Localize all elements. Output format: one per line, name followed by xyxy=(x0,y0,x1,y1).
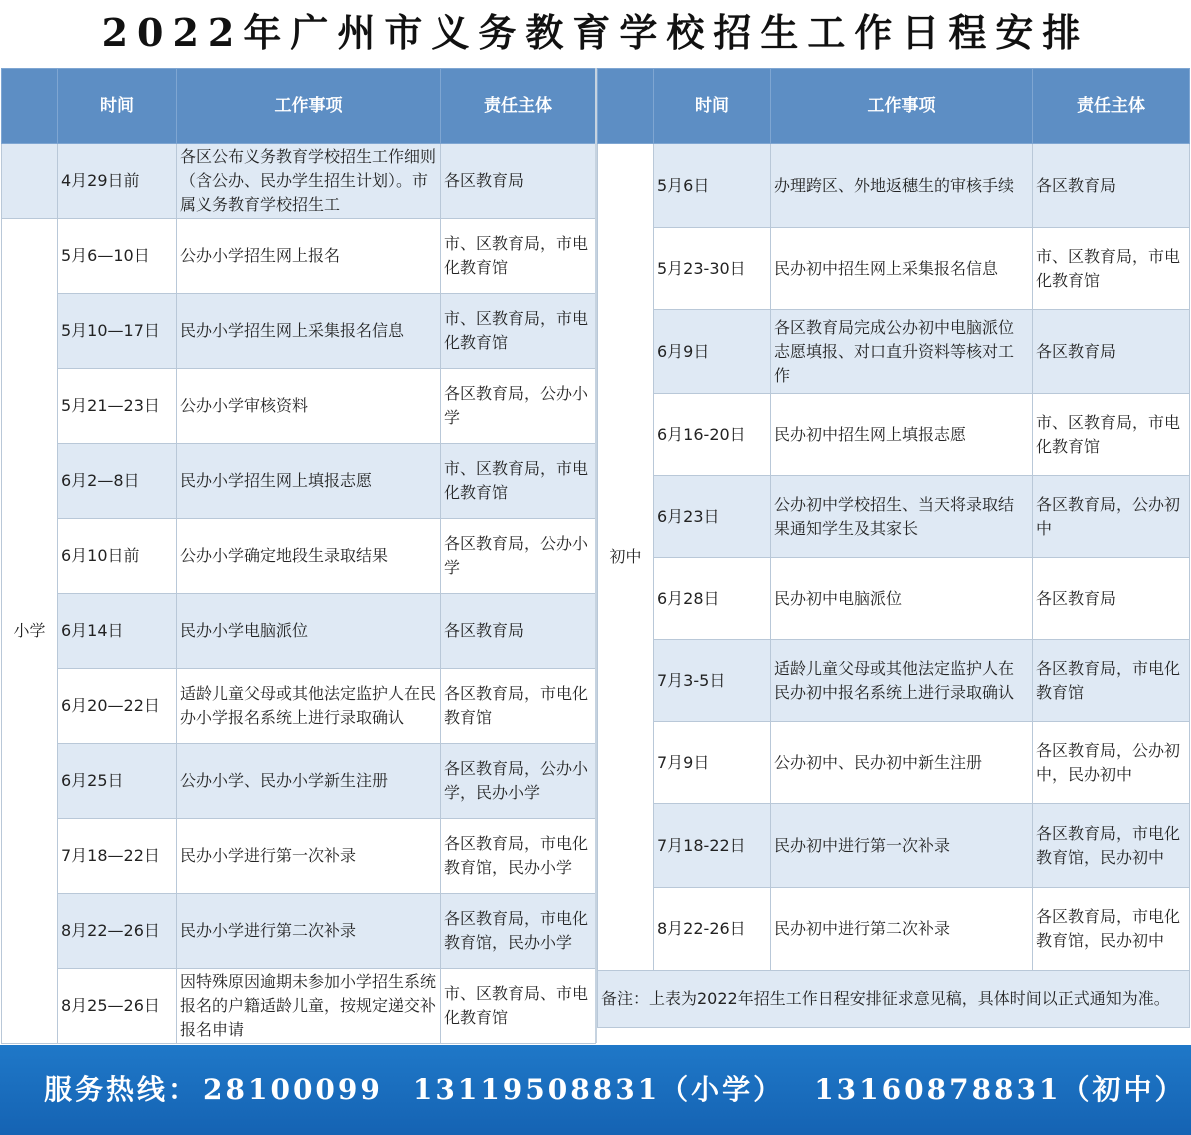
owner-cell: 各区教育局 xyxy=(1033,144,1190,228)
hotline-main-phone: 28100099 xyxy=(203,1073,383,1106)
owner-cell: 各区教育局 xyxy=(1033,310,1190,394)
time-cell: 7月9日 xyxy=(654,722,771,804)
time-cell: 5月6—10日 xyxy=(58,219,177,294)
time-cell: 5月6日 xyxy=(654,144,771,228)
owner-cell: 各区教育局，市电化教育馆 xyxy=(441,669,596,744)
time-cell: 8月22-26日 xyxy=(654,888,771,971)
owner-cell: 各区教育局，市电化教育馆，民办初中 xyxy=(1033,888,1190,971)
middle-school-schedule-table xyxy=(597,68,1190,1028)
task-cell: 民办小学招生网上采集报名信息 xyxy=(177,294,441,369)
task-cell: 公办小学审核资料 xyxy=(177,369,441,444)
task-cell: 公办小学确定地段生录取结果 xyxy=(177,519,441,594)
task-cell: 公办小学招生网上报名 xyxy=(177,219,441,294)
task-cell: 民办初中招生网上采集报名信息 xyxy=(771,228,1033,310)
owner-cell: 市、区教育局，市电化教育馆 xyxy=(441,444,596,519)
table-row xyxy=(598,310,1190,394)
table-row xyxy=(598,144,1190,228)
table-row xyxy=(2,669,596,744)
table-row xyxy=(2,294,596,369)
hotline-text xyxy=(44,1045,1191,1135)
owner-cell: 市、区教育局，市电化教育馆 xyxy=(441,294,596,369)
primary-header-owner: 责任主体 xyxy=(441,69,596,144)
schedule-note: 备注：上表为2022年招生工作日程安排征求意见稿，具体时间以正式通知为准。 xyxy=(598,971,1190,1028)
primary-header-time: 时间 xyxy=(58,69,177,144)
table-row xyxy=(598,228,1190,310)
middle-header-owner: 责任主体 xyxy=(1033,69,1190,144)
owner-cell: 市、区教育局，市电化教育馆 xyxy=(1033,394,1190,476)
owner-cell: 各区教育局，市电化教育馆，民办小学 xyxy=(441,819,596,894)
table-row xyxy=(2,519,596,594)
primary-school-schedule-table xyxy=(1,68,596,1044)
task-cell: 公办初中、民办初中新生注册 xyxy=(771,722,1033,804)
time-cell: 7月3-5日 xyxy=(654,640,771,722)
table-row xyxy=(2,369,596,444)
middle-group-label: 初中 xyxy=(598,144,654,971)
table-row xyxy=(598,640,1190,722)
primary-group-label xyxy=(2,144,58,219)
note-row xyxy=(598,971,1190,1028)
owner-cell: 各区教育局 xyxy=(441,594,596,669)
task-cell: 民办小学电脑派位 xyxy=(177,594,441,669)
table-row xyxy=(598,394,1190,476)
time-cell: 6月2—8日 xyxy=(58,444,177,519)
task-cell: 公办小学、民办小学新生注册 xyxy=(177,744,441,819)
owner-cell: 各区教育局 xyxy=(441,144,596,219)
task-cell: 各区公布义务教育学校招生工作细则（含公办、民办学生招生计划）。市属义务教育学校招生工 xyxy=(177,144,441,219)
time-cell: 6月25日 xyxy=(58,744,177,819)
time-cell: 5月21—23日 xyxy=(58,369,177,444)
task-cell: 适龄儿童父母或其他法定监护人在民办小学报名系统上进行录取确认 xyxy=(177,669,441,744)
hotline-middle-phone: 13160878831（初中） xyxy=(814,1073,1186,1106)
owner-cell: 各区教育局，公办初中，民办初中 xyxy=(1033,722,1190,804)
owner-cell: 各区教育局，公办小学 xyxy=(441,519,596,594)
owner-cell: 各区教育局，市电化教育馆，民办小学 xyxy=(441,894,596,969)
time-cell: 6月14日 xyxy=(58,594,177,669)
task-cell: 民办初中进行第一次补录 xyxy=(771,804,1033,888)
middle-header-task: 工作事项 xyxy=(771,69,1033,144)
owner-cell: 各区教育局，公办初中 xyxy=(1033,476,1190,558)
task-cell: 适龄儿童父母或其他法定监护人在民办初中报名系统上进行录取确认 xyxy=(771,640,1033,722)
time-cell: 5月23-30日 xyxy=(654,228,771,310)
owner-cell: 市、区教育局、市电化教育馆 xyxy=(441,969,596,1044)
table-row xyxy=(598,888,1190,971)
primary-group-label: 小学 xyxy=(2,219,58,1044)
time-cell: 6月23日 xyxy=(654,476,771,558)
time-cell: 8月25—26日 xyxy=(58,969,177,1044)
time-cell: 6月16-20日 xyxy=(654,394,771,476)
table-row xyxy=(2,744,596,819)
table-row xyxy=(2,969,596,1044)
middle-header-group xyxy=(598,69,654,144)
time-cell: 6月9日 xyxy=(654,310,771,394)
time-cell: 6月10日前 xyxy=(58,519,177,594)
task-cell: 民办小学进行第二次补录 xyxy=(177,894,441,969)
table-row xyxy=(2,219,596,294)
task-cell: 办理跨区、外地返穗生的审核手续 xyxy=(771,144,1033,228)
time-cell: 4月29日前 xyxy=(58,144,177,219)
owner-cell: 各区教育局 xyxy=(1033,558,1190,640)
table-row xyxy=(598,804,1190,888)
middle-header-time: 时间 xyxy=(654,69,771,144)
table-row xyxy=(2,144,596,219)
owner-cell: 各区教育局，市电化教育馆 xyxy=(1033,640,1190,722)
task-cell: 民办小学进行第一次补录 xyxy=(177,819,441,894)
middle-table-header xyxy=(598,69,1190,144)
task-cell: 民办初中招生网上填报志愿 xyxy=(771,394,1033,476)
time-cell: 6月28日 xyxy=(654,558,771,640)
time-cell: 7月18-22日 xyxy=(654,804,771,888)
table-row xyxy=(2,894,596,969)
table-row xyxy=(2,594,596,669)
time-cell: 5月10—17日 xyxy=(58,294,177,369)
table-row xyxy=(598,558,1190,640)
page-title: 2022年广州市义务教育学校招生工作日程安排 xyxy=(101,10,1090,55)
task-cell: 民办初中进行第二次补录 xyxy=(771,888,1033,971)
table-row xyxy=(2,444,596,519)
owner-cell: 各区教育局，公办小学 xyxy=(441,369,596,444)
hotline-footer xyxy=(0,1045,1191,1135)
time-cell: 8月22—26日 xyxy=(58,894,177,969)
task-cell: 民办初中电脑派位 xyxy=(771,558,1033,640)
owner-cell: 市、区教育局，市电化教育馆 xyxy=(1033,228,1190,310)
task-cell: 因特殊原因逾期未参加小学招生系统报名的户籍适龄儿童，按规定递交补报名申请 xyxy=(177,969,441,1044)
time-cell: 7月18—22日 xyxy=(58,819,177,894)
task-cell: 各区教育局完成公办初中电脑派位志愿填报、对口直升资料等核对工作 xyxy=(771,310,1033,394)
owner-cell: 各区教育局，公办小学，民办小学 xyxy=(441,744,596,819)
primary-header-task: 工作事项 xyxy=(177,69,441,144)
table-row xyxy=(2,819,596,894)
owner-cell: 市、区教育局，市电化教育馆 xyxy=(441,219,596,294)
primary-table-header xyxy=(2,69,596,144)
task-cell: 公办初中学校招生、当天将录取结果通知学生及其家长 xyxy=(771,476,1033,558)
primary-header-group xyxy=(2,69,58,144)
table-row xyxy=(598,722,1190,804)
time-cell: 6月20—22日 xyxy=(58,669,177,744)
hotline-primary-phone: 13119508831（小学） xyxy=(412,1073,785,1106)
task-cell: 民办小学招生网上填报志愿 xyxy=(177,444,441,519)
hotline-label: 服务热线： xyxy=(44,1073,200,1106)
owner-cell: 各区教育局，市电化教育馆，民办初中 xyxy=(1033,804,1190,888)
table-row xyxy=(598,476,1190,558)
